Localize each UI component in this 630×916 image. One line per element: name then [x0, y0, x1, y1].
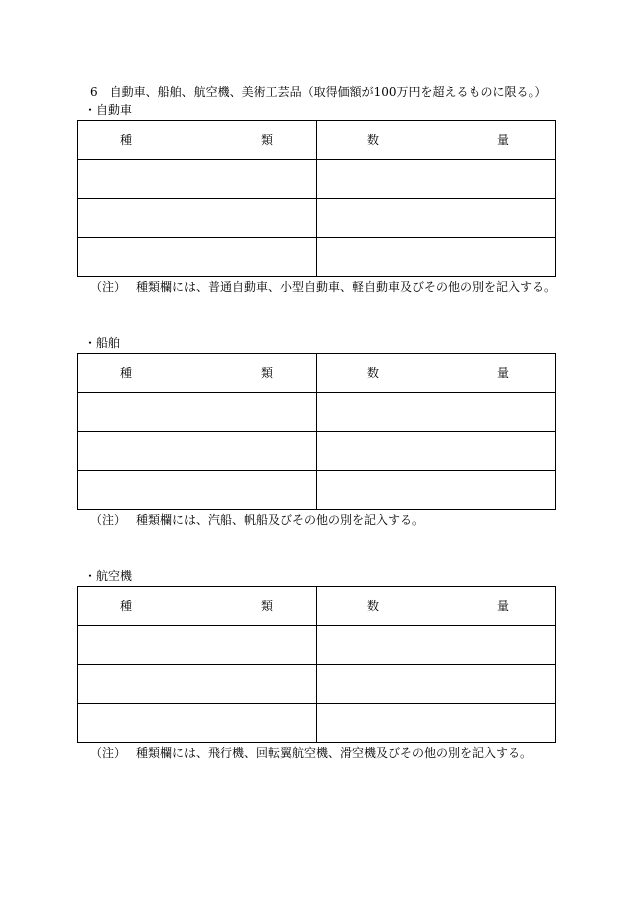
note-prefix: （注）	[90, 513, 127, 527]
ship-table	[77, 353, 556, 510]
header-char: 種	[120, 133, 133, 147]
header-char: 類	[261, 366, 274, 380]
ship-note	[90, 512, 424, 528]
subsection-label-aircraft: ・航空機	[84, 569, 133, 583]
header-char: 量	[497, 366, 510, 380]
type-cell[interactable]	[78, 199, 317, 238]
section-heading: 6 自動車、船舶、航空機、美術工芸品（取得価額が100万円を超えるものに限る。）	[90, 85, 547, 99]
quantity-cell[interactable]	[317, 238, 556, 277]
quantity-cell[interactable]	[317, 160, 556, 199]
header-char: 種	[120, 366, 133, 380]
type-cell[interactable]	[78, 471, 317, 510]
note-text: 種類欄には、飛行機、回転翼航空機、滑空機及びその他の別を記入する。	[136, 746, 533, 760]
header-char: 数	[367, 366, 380, 380]
table-row	[78, 626, 556, 665]
table-row	[78, 199, 556, 238]
type-cell[interactable]	[78, 704, 317, 743]
quantity-column-header	[317, 354, 556, 393]
header-char: 量	[497, 133, 510, 147]
table-header-row	[78, 354, 556, 393]
quantity-cell[interactable]	[317, 471, 556, 510]
header-char: 数	[367, 599, 380, 613]
note-prefix: （注）	[90, 746, 127, 760]
header-char: 量	[497, 599, 510, 613]
car-note	[90, 279, 556, 295]
type-cell[interactable]	[78, 665, 317, 704]
table-row	[78, 471, 556, 510]
note-prefix: （注）	[90, 280, 127, 294]
header-char: 数	[367, 133, 380, 147]
table-header-row	[78, 587, 556, 626]
quantity-column-header	[317, 587, 556, 626]
table-row	[78, 238, 556, 277]
type-cell[interactable]	[78, 160, 317, 199]
aircraft-note	[90, 745, 532, 761]
quantity-cell[interactable]	[317, 626, 556, 665]
table-row	[78, 160, 556, 199]
aircraft-table	[77, 586, 556, 743]
table-header-row	[78, 121, 556, 160]
type-cell[interactable]	[78, 626, 317, 665]
type-column-header	[78, 587, 317, 626]
table-row	[78, 432, 556, 471]
subsection-label-ship: ・船舶	[84, 336, 121, 350]
quantity-cell[interactable]	[317, 432, 556, 471]
note-text: 種類欄には、汽船、帆船及びその他の別を記入する。	[136, 513, 425, 527]
table-row	[78, 704, 556, 743]
quantity-cell[interactable]	[317, 665, 556, 704]
header-char: 類	[261, 133, 274, 147]
type-column-header	[78, 121, 317, 160]
quantity-cell[interactable]	[317, 704, 556, 743]
car-table	[77, 120, 556, 277]
header-char: 種	[120, 599, 133, 613]
type-cell[interactable]	[78, 238, 317, 277]
subsection-label-car: ・自動車	[84, 103, 133, 117]
table-row	[78, 665, 556, 704]
type-column-header	[78, 354, 317, 393]
quantity-cell[interactable]	[317, 199, 556, 238]
type-cell[interactable]	[78, 432, 317, 471]
quantity-cell[interactable]	[317, 393, 556, 432]
type-cell[interactable]	[78, 393, 317, 432]
quantity-column-header	[317, 121, 556, 160]
header-char: 類	[261, 599, 274, 613]
note-text: 種類欄には、普通自動車、小型自動車、軽自動車及びその他の別を記入する。	[136, 280, 557, 294]
table-row	[78, 393, 556, 432]
